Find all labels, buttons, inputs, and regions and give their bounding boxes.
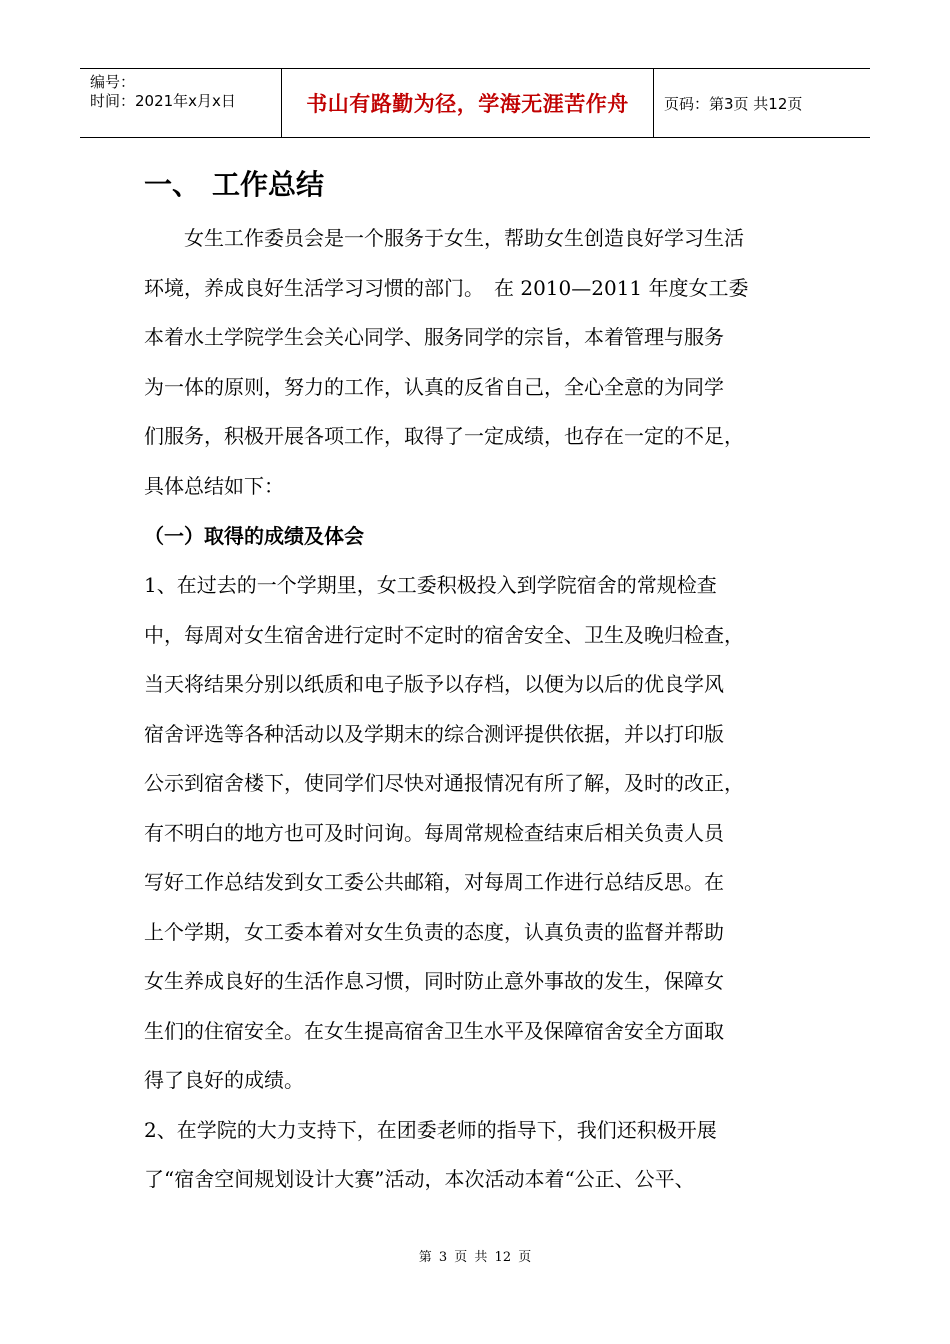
paragraph-line: 生们的住宿安全。在女生提高宿舍卫生水平及保障宿舍安全方面取: [144, 1018, 724, 1043]
header-page-info: 页码：第3页 共12页: [664, 94, 803, 113]
header-motto: 书山有路勤为径，学海无涯苦作舟: [282, 69, 654, 137]
paragraph-line: 当天将结果分别以纸质和电子版予以存档，以便为以后的优良学风: [144, 672, 724, 696]
header-meta: [80, 69, 282, 137]
paragraph-line: 为一体的原则，努力的工作，认真的反省自己，全心全意的为同学: [144, 374, 724, 399]
subsection-heading: （一）取得的成绩及体会: [144, 524, 364, 548]
paragraph-line: 上个学期，女工委本着对女生负责的态度，认真负责的监督并帮助: [144, 919, 724, 944]
intro-paragraph: [144, 214, 814, 511]
paragraph-line: 得了良好的成绩。: [144, 1068, 304, 1092]
paragraph-line: 写好工作总结发到女工委公共邮箱，对每周工作进行总结反思。在: [144, 870, 724, 894]
document-number-label: 编号：: [90, 73, 136, 91]
paragraph-line: 了“宿舍空间规划设计大赛”活动，本次活动本着“公正、公平、: [144, 1167, 695, 1191]
paragraph-line: 本着水土学院学生会关心同学、服务同学的宗旨，本着管理与服务: [144, 325, 724, 349]
paragraph-line: 宿舍评选等各种活动以及学期末的综合测评提供依据，并以打印版: [144, 721, 724, 746]
item-2-paragraph: [144, 1106, 814, 1205]
paragraph-line: 有不明白的地方也可及时问询。每周常规检查结束后相关负责人员: [144, 820, 724, 845]
document-date: 时间：2021年x月x日: [90, 92, 236, 110]
paragraph-line: 具体总结如下：: [144, 473, 284, 498]
paragraph-line: 女生养成良好的生活作息习惯，同时防止意外事故的发生，保障女: [144, 969, 724, 993]
paragraph-line: 环境，养成良好生活学习习惯的部门。 在 2010—2011 年度女工委: [144, 275, 749, 300]
item-1-paragraph: [144, 561, 814, 1106]
paragraph-line: 们服务，积极开展各项工作，取得了一定成绩，也存在一定的不足，: [144, 424, 744, 448]
paragraph-line: 1、在过去的一个学期里，女工委积极投入到学院宿舍的常规检查: [144, 573, 717, 597]
document-header: [80, 68, 870, 138]
document-body: [144, 160, 814, 1205]
paragraph-line: 2、在学院的大力支持下，在团委老师的指导下，我们还积极开展: [144, 1117, 717, 1142]
page-footer: 第 3 页 共 12 页: [418, 1250, 532, 1265]
paragraph-line: 女生工作委员会是一个服务于女生，帮助女生创造良好学习生活: [144, 226, 744, 250]
section-heading: [144, 160, 814, 210]
paragraph-line: 公示到宿舍楼下，使同学们尽快对通报情况有所了解，及时的改正，: [144, 771, 744, 795]
paragraph-line: 中，每周对女生宿舍进行定时不定时的宿舍安全、卫生及晚归检查，: [144, 622, 744, 647]
section-title: 工作总结: [212, 168, 325, 201]
section-number: 一、: [144, 168, 201, 201]
